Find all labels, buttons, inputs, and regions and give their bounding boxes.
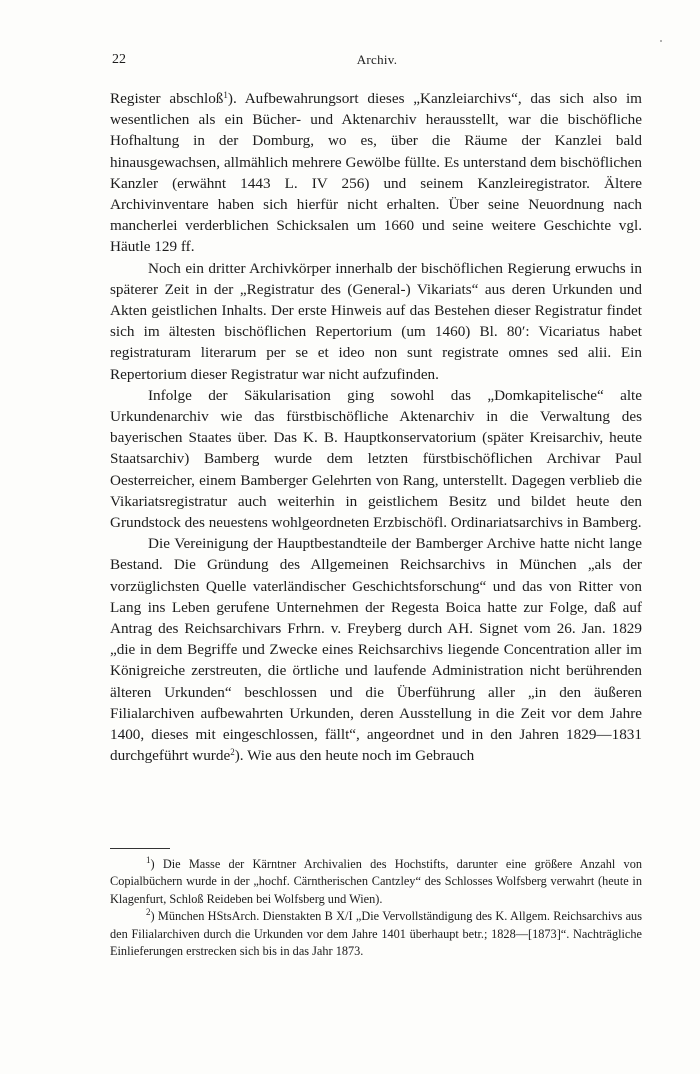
footnote-reference: 1	[223, 90, 228, 100]
footnote-reference: 2	[230, 747, 235, 758]
page-header	[112, 52, 642, 72]
paragraph-text: Die Vereinigung der Hauptbestandteile der Bamberger Archive hatte nicht lange Bestand. Die Gründung des Allgemeinen Reichsarchivs in München „als der vorzüglichsten Quelle vaterländischer Geschichtsforschung“ und das von Ritter von Lang ins Leben gerufene Unternehmen der Regesta Boica hatte zur Folge, daß auf Antrag des Reichsarchivars Frhrn. v. Freyberg durch AH. Signet vom 26. Jan. 1829 „die in dem Begriffe und Zwecke eines Reichsarchivs liegende Concentration aller im Königreiche zerstreuten, die örtliche und laufende Administration nicht berührenden älteren Urkunden“ beschlossen und die Überführung aller „in den äußeren Filialarchiven aufbewahrten Urkunden, deren Ausstellung in die Zeit vor dem Jahre 1400, dieses mit eingeschlossen, fällt“, angeordnet und in den Jahren 1829—1831 durchgeführt wurde	[110, 535, 642, 765]
paragraph	[110, 258, 642, 385]
paragraph-text: Register abschloß	[110, 90, 224, 107]
footnote	[110, 908, 642, 960]
footnotes	[110, 856, 642, 960]
footnote-mark: 1	[146, 855, 151, 865]
body-text	[110, 88, 642, 767]
paragraph-text: ). Wie aus den heute noch im Gebrauch	[234, 747, 475, 765]
running-head: Archiv.	[356, 52, 398, 67]
scan-speck	[660, 40, 662, 42]
footnote	[110, 856, 642, 908]
footnote-separator	[110, 848, 170, 849]
footnote-mark: 2	[146, 907, 151, 918]
paragraph-text: Noch ein dritter Archivkörper innerhalb der bischöflichen Regierung erwuchs in späterer Zeit in der „Registratur des (General-) Vikariats“ aus deren Urkunden und Akten geistlichen Inhalts. Der erste Hinweis auf das Bestehen dieser Registratur findet sich im ältesten bischöflichen Repertorium (um 1460) Bl. 80′: Vicariatus habet registraturam literarum per se et ideo non sunt registrate omnes sed alii. Ein Repertorium dieser Registratur war nicht aufzufinden.	[110, 259, 642, 383]
paragraph	[110, 88, 642, 258]
paragraph-text: Infolge der Säkularisation ging sowohl das „Domkapitelische“ alte Urkundenarchiv wie das fürstbischöfliche Aktenarchiv in die Verwaltung des bayerischen Staates über. Das K. B. Hauptkonservatorium (später Kreisarchiv, heute Staatsarchiv) Bamberg wurde dem letzten fürstbischöflichen Archivar Paul Oesterreicher, einem Bamberger Gelehrten von Rang, unterstellt. Dagegen verblieb die Vikariatsregistratur auch weiterhin in geistlichem Besitz und bildet heute den Grundstock des neuestens wohlgeordneten Erzbischöfl. Ordinariatsarchivs in Bamberg.	[110, 386, 642, 532]
page-number: 22	[112, 52, 126, 67]
footnote-text: ) Die Masse der Kärntner Archivalien des Hochstifts, darunter eine größere Anzahl von Copialbüchern wurde in der „hochf. Cärntherischen Cantzley“ des Schlosses Wolfsberg verwahrt (heute in Klagenfurt, Schloß Reideben bei Wolfsberg und Wien).	[110, 857, 642, 906]
footnote-text: ) München HStsArch. Dienstakten B X/I „Die Vervollständigung des K. Allgem. Reichsarchivs aus den Filialarchiven durch die Urkunden vor dem Jahre 1401 überhaupt betr.; 1828—[1873]“. Nachträgliche Einlieferungen erstrecken sich bis in das Jahr 1873.	[110, 909, 642, 959]
paragraph	[110, 533, 642, 766]
paragraph-text: ). Aufbewahrungsort dieses „Kanzleiarchivs“, das sich also im wesentlichen als ein Bücher- und Aktenarchiv herausstellt, war die bischöfliche Hofhaltung in der Domburg, wo es, über die Räume der Kanzlei bald hinausgewachsen, allmählich mehrere Gewölbe füllte. Es unterstand dem bischöflichen Kanzler (erwähnt 1443 L. IV 256) und seinem Kanzleiregistrator. Ältere Archivinventare haben sich hierfür nicht erhalten. Über seine Neuordnung nach mancherlei verderblichen Schicksalen um 1660 und seine weitere Geschichte vgl. Häutle 129 ff.	[110, 90, 642, 256]
paragraph	[110, 385, 642, 533]
